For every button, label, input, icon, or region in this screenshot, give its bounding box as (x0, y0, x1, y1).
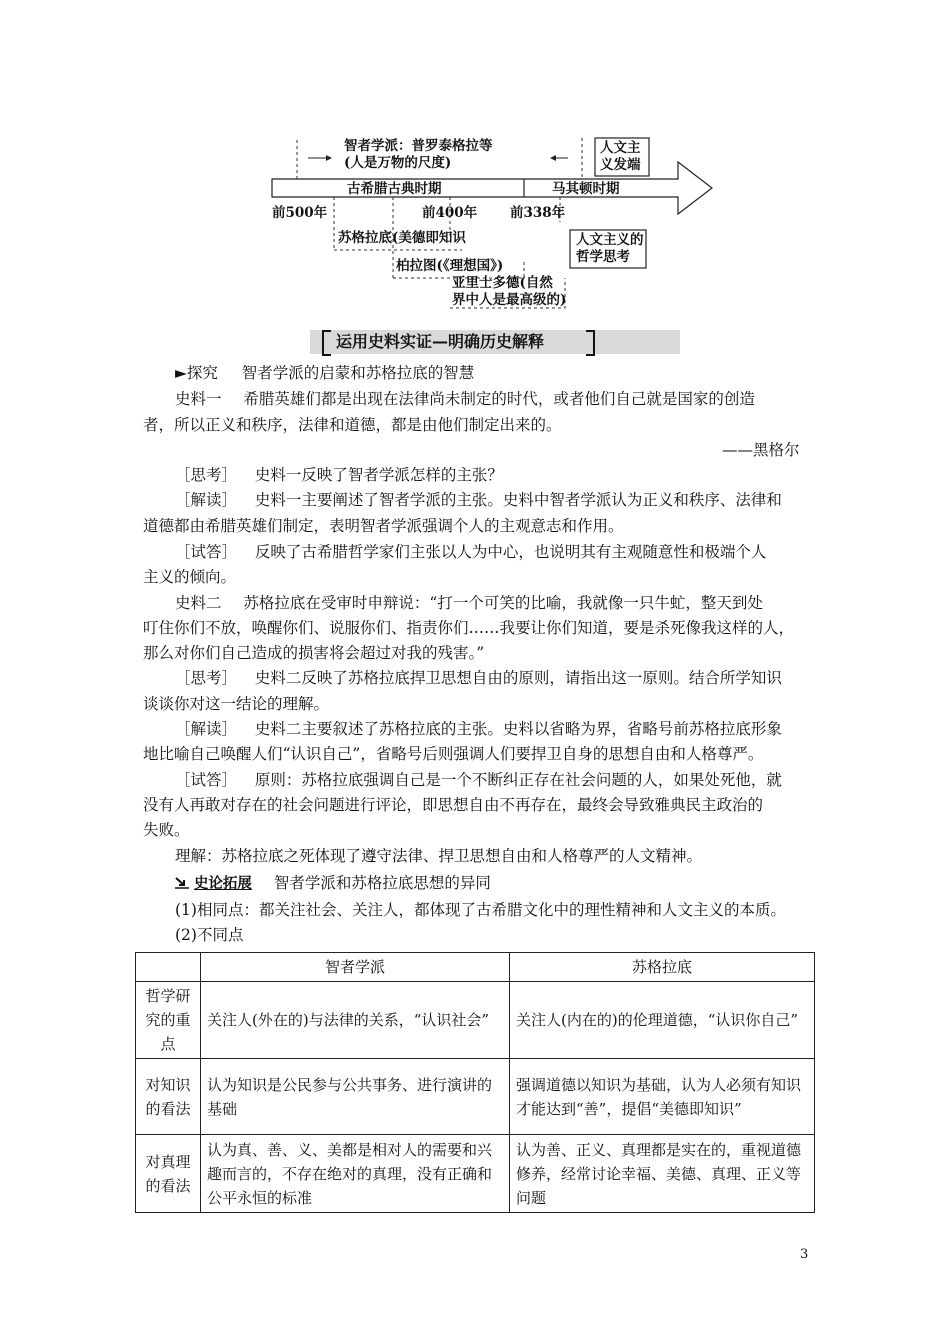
read-tag: ［解读］ (175, 720, 238, 738)
section-title-bar (310, 330, 680, 354)
q1-read-line1: ［解读］ 史料一主要阐述了智者学派的主张。史料中智者学派认为正义和秩序、法律和 (175, 491, 782, 509)
table-header-sophist: 智者学派 (201, 953, 510, 982)
source1-attribution: ——黑格尔 (722, 441, 800, 459)
extension-heading (175, 870, 491, 897)
row-head: 对真理的看法 (136, 1135, 201, 1213)
table-header-row (136, 953, 815, 982)
read-tag: ［解读］ (175, 491, 238, 509)
extension-title: 智者学派和苏格拉底思想的异同 (273, 874, 491, 892)
source1-line2: 者，所以正义和秩序，法律和道德，都是由他们制定出来的。 (143, 416, 562, 434)
table-row (136, 1135, 815, 1213)
sophist-label-1: 智者学派：普罗泰格拉等 (344, 138, 493, 154)
row-head: 对知识的看法 (136, 1059, 201, 1135)
left-bracket (322, 330, 331, 356)
plato-label: 柏拉图(《理想国》) (396, 258, 504, 274)
source1-label: 史料一 (175, 390, 222, 408)
answer-tag: ［试答］ (175, 771, 238, 789)
q2-read-line1: ［解读］ 史料二主要叙述了苏格拉底的主张。史料以省略为界，省略号前苏格拉底形象 (175, 720, 782, 738)
era-macedonian: 马其顿时期 (552, 181, 620, 197)
q2-answer-line2: 没有人再敢对存在的社会问题进行评论，即思想自由不再存在，最终会导致雅典民主政治的 (143, 796, 764, 814)
source2-label: 史料二 (175, 594, 222, 612)
source2-line1: 史料二 苏格拉底在受审时申辩说：“打一个可笑的比喻，我就像一只牛虻，整天到处 (175, 594, 763, 612)
explore-title: 智者学派的启蒙和苏格拉底的智慧 (241, 364, 475, 382)
aristotle-label-1: 亚里士多德(自然 (452, 275, 553, 291)
socrates-label: 苏格拉底(美德即知识 (338, 230, 466, 246)
q2-understanding: 理解：苏格拉底之死体现了遵守法律、捍卫思想自由和人格尊严的人文精神。 (175, 847, 703, 865)
think-tag: ［思考］ (175, 466, 238, 484)
sophist-label-2: (人是万物的尺度) (344, 155, 452, 171)
q1-answer-line2: 主义的倾向。 (143, 568, 237, 586)
source2-line2: 叮住你们不放，唤醒你们、说服你们、指责你们……我要让你们知道，要是杀死像我这样的人， (143, 619, 795, 637)
humanism-origin-1: 人文主 (600, 140, 641, 156)
tick-500: 前500年 (272, 205, 328, 221)
cell-sophist: 认为真、善、义、美都是相对人的需要和兴趣而言的，不存在绝对的真理，没有正确和公平永恒的标准 (201, 1135, 510, 1213)
q1-read-line2: 道德都由希腊英雄们制定，表明智者学派强调个人的主观意志和作用。 (143, 517, 624, 535)
q2-think-line2: 谈谈你对这一结论的理解。 (143, 695, 330, 713)
section-title: 运用史料实证—明确历史解释 (336, 332, 545, 351)
table-row (136, 1059, 815, 1135)
page-number: 3 (800, 1247, 809, 1262)
q2-read-line2: 地比喻自己唤醒人们“认识自己”，省略号后则强调人们要捍卫自身的思想自由和人格尊严。 (143, 745, 764, 763)
cell-socrates: 关注人(内在的)的伦理道德，“认识你自己” (510, 982, 815, 1059)
cell-sophist: 关注人(外在的)与法律的关系，“认识社会” (201, 982, 510, 1059)
cell-socrates: 强调道德以知识为基础，认为人必须有知识才能达到“善”，提倡“美德即知识” (510, 1059, 815, 1135)
q2-answer-line3: 失败。 (143, 821, 190, 839)
aristotle-label-2: 界中人是最高级的) (452, 292, 567, 308)
q2-think-line1: ［思考］ 史料二反映了苏格拉底捍卫思想自由的原则，请指出这一原则。结合所学知识 (175, 669, 782, 687)
q2-answer-line1: ［试答］ 原则：苏格拉底强调自己是一个不断纠正存在社会问题的人，如果处死他，就 (175, 771, 782, 789)
extension-tag: 史论拓展 (193, 876, 252, 892)
extension-diff: (2)不同点 (175, 926, 244, 944)
right-bracket (586, 330, 595, 356)
table-header-socrates: 苏格拉底 (510, 953, 815, 982)
cell-sophist: 认为知识是公民参与公共事务、进行演讲的基础 (201, 1059, 510, 1135)
source1-line1: 史料一 希腊英雄们都是出现在法律尚未制定的时代，或者他们自己就是国家的创造 (175, 390, 755, 408)
timeline-diagram (260, 128, 720, 318)
humanism-origin-2: 义发端 (600, 157, 641, 173)
arrow-icon (175, 871, 189, 883)
extension-same: (1)相同点：都关注社会、关注人，都体现了古希腊文化中的理性精神和人文主义的本质。 (175, 901, 786, 919)
tick-338: 前338年 (510, 205, 566, 221)
era-classical: 古希腊古典时期 (347, 181, 442, 197)
think-tag: ［思考］ (175, 669, 238, 687)
q1-think: ［思考］ 史料一反映了智者学派怎样的主张？ (175, 466, 503, 484)
cell-socrates: 认为善、正义、真理都是实在的，重视道德修养，经常讨论幸福、美德、真理、正义等问题 (510, 1135, 815, 1213)
explore-heading (175, 360, 474, 386)
comparison-table (135, 952, 815, 1213)
row-head: 哲学研究的重点 (136, 982, 201, 1059)
q1-answer-line1: ［试答］ 反映了古希腊哲学家们主张以人为中心，也说明其有主观随意性和极端个人 (175, 543, 767, 561)
explore-marker: ►探究 (175, 364, 218, 382)
humanism-thought-2: 哲学思考 (576, 249, 630, 265)
timeline-arrow (272, 162, 712, 214)
source2-line3: 那么对你们自己造成的损害将会超过对我的残害。” (143, 644, 485, 662)
tick-400: 前400年 (422, 205, 478, 221)
humanism-thought-1: 人文主义的 (576, 232, 644, 248)
answer-tag: ［试答］ (175, 543, 238, 561)
table-header-corner (136, 953, 201, 982)
table-row (136, 982, 815, 1059)
